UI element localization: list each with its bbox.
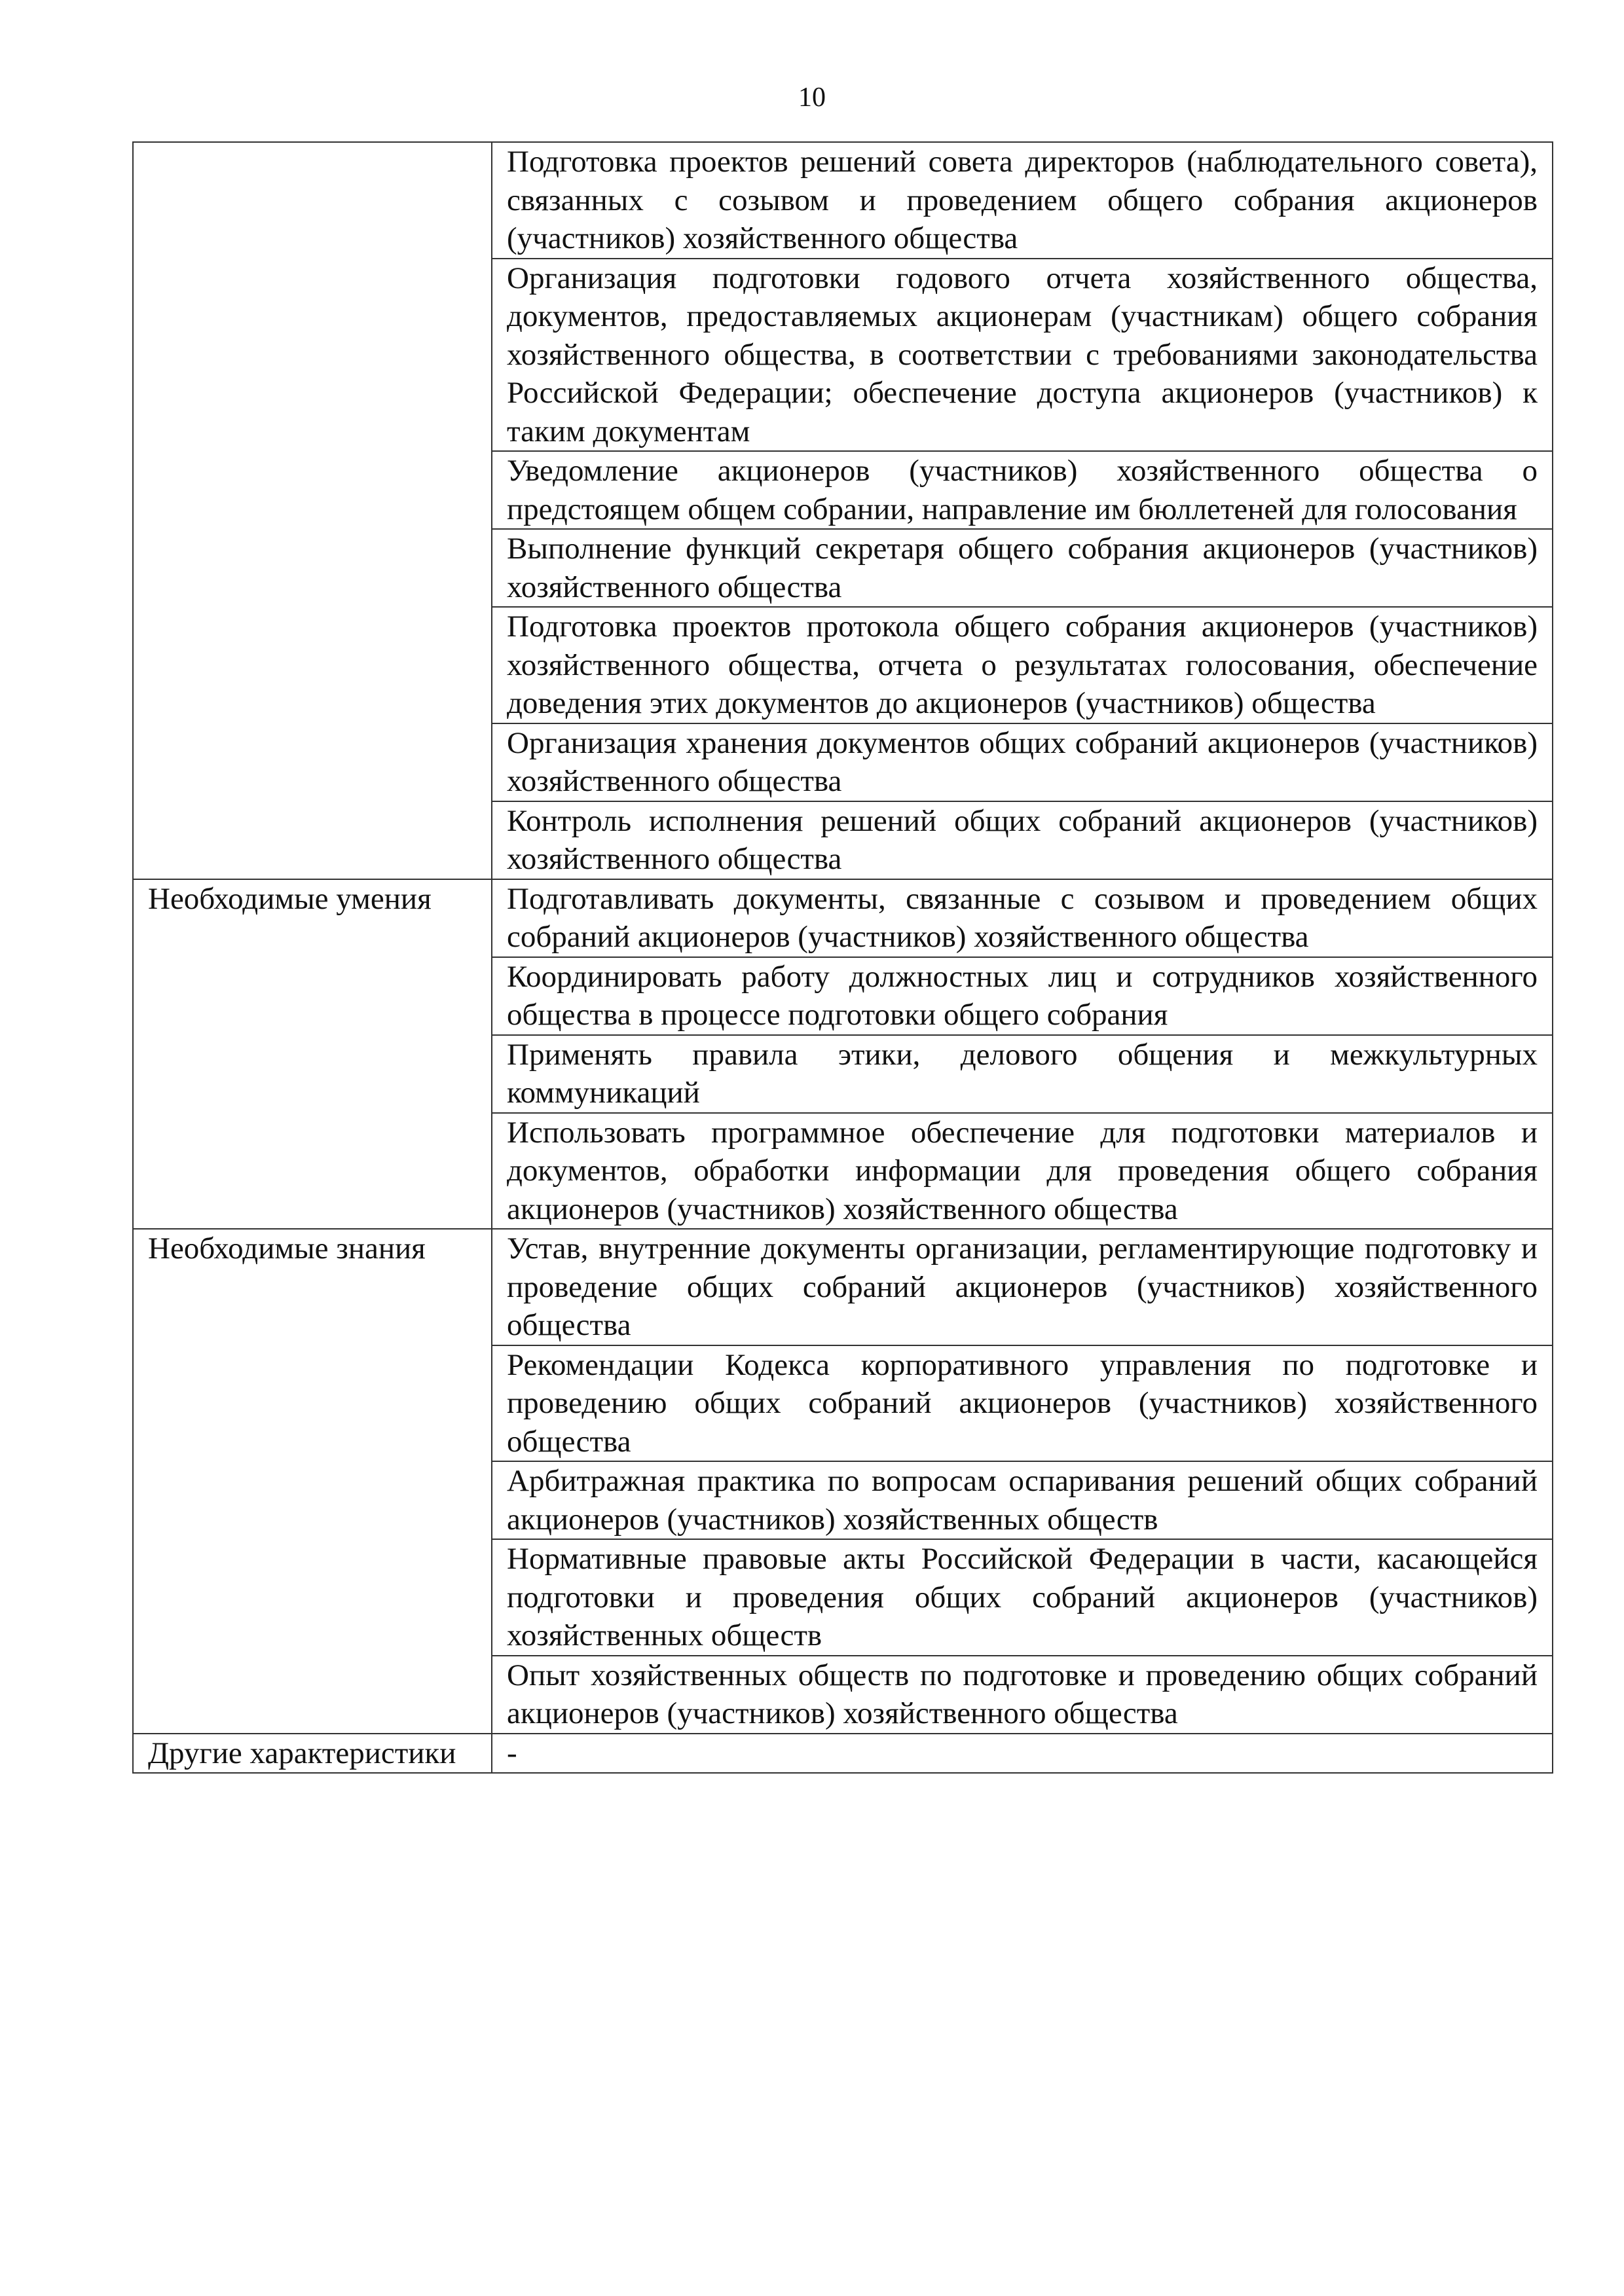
table-cell: Организация подготовки годового отчета хозяйственного общества, документов, предоставляемых акционерам (участникам) общего собрания хозяйственного общества, в соответствии с требованиями законодательства Российской Федерации; обеспечение доступа акционеров (участников) к таким документам <box>492 259 1553 452</box>
page-number: 10 <box>798 82 826 113</box>
row-label-other: Другие характеристики <box>133 1734 492 1774</box>
table-cell: Контроль исполнения решений общих собраний акционеров (участников) хозяйственного общества <box>492 801 1553 879</box>
competency-table <box>132 141 1553 1774</box>
table-cell: Опыт хозяйственных обществ по подготовке и проведению общих собраний акционеров (участников) хозяйственного общества <box>492 1656 1553 1734</box>
table-cell: Выполнение функций секретаря общего собрания акционеров (участников) хозяйственного общества <box>492 529 1553 607</box>
table-row <box>133 142 1553 259</box>
table-cell: Подготовка проектов решений совета директоров (наблюдательного совета), связанных с созывом и проведением общего собрания акционеров (участников) хозяйственного общества <box>492 142 1553 259</box>
table-cell: Уведомление акционеров (участников) хозяйственного общества о предстоящем общем собрании, направление им бюллетеней для голосования <box>492 451 1553 529</box>
table-cell: Организация хранения документов общих собраний акционеров (участников) хозяйственного общества <box>492 723 1553 801</box>
table-cell: Арбитражная практика по вопросам оспаривания решений общих собраний акционеров (участников) хозяйственных обществ <box>492 1461 1553 1539</box>
table-cell: Координировать работу должностных лиц и сотрудников хозяйственного общества в процессе подготовки общего собрания <box>492 957 1553 1035</box>
table-row <box>133 879 1553 957</box>
table-row <box>133 1229 1553 1345</box>
table-cell: Применять правила этики, делового общения и межкультурных коммуникаций <box>492 1035 1553 1113</box>
table-row <box>133 1734 1553 1774</box>
table-cell: - <box>492 1734 1553 1774</box>
table-cell: Нормативные правовые акты Российской Федерации в части, касающейся подготовки и проведения общих собраний акционеров (участников) хозяйственных обществ <box>492 1539 1553 1656</box>
row-label-labor-actions <box>133 142 492 879</box>
row-label-skills: Необходимые умения <box>133 879 492 1230</box>
row-label-knowledge: Необходимые знания <box>133 1229 492 1734</box>
table-cell: Подготавливать документы, связанные с созывом и проведением общих собраний акционеров (участников) хозяйственного общества <box>492 879 1553 957</box>
table-cell: Устав, внутренние документы организации, регламентирующие подготовку и проведение общих собраний акционеров (участников) хозяйственного общества <box>492 1229 1553 1345</box>
table-cell: Использовать программное обеспечение для подготовки материалов и документов, обработки информации для проведения общего собрания акционеров (участников) хозяйственного общества <box>492 1113 1553 1230</box>
table-cell: Подготовка проектов протокола общего собрания акционеров (участников) хозяйственного общества, отчета о результатах голосования, обеспечение доведения этих документов до акционеров (участников) общества <box>492 607 1553 723</box>
table-cell: Рекомендации Кодекса корпоративного управления по подготовке и проведению общих собраний акционеров (участников) хозяйственного общества <box>492 1345 1553 1462</box>
